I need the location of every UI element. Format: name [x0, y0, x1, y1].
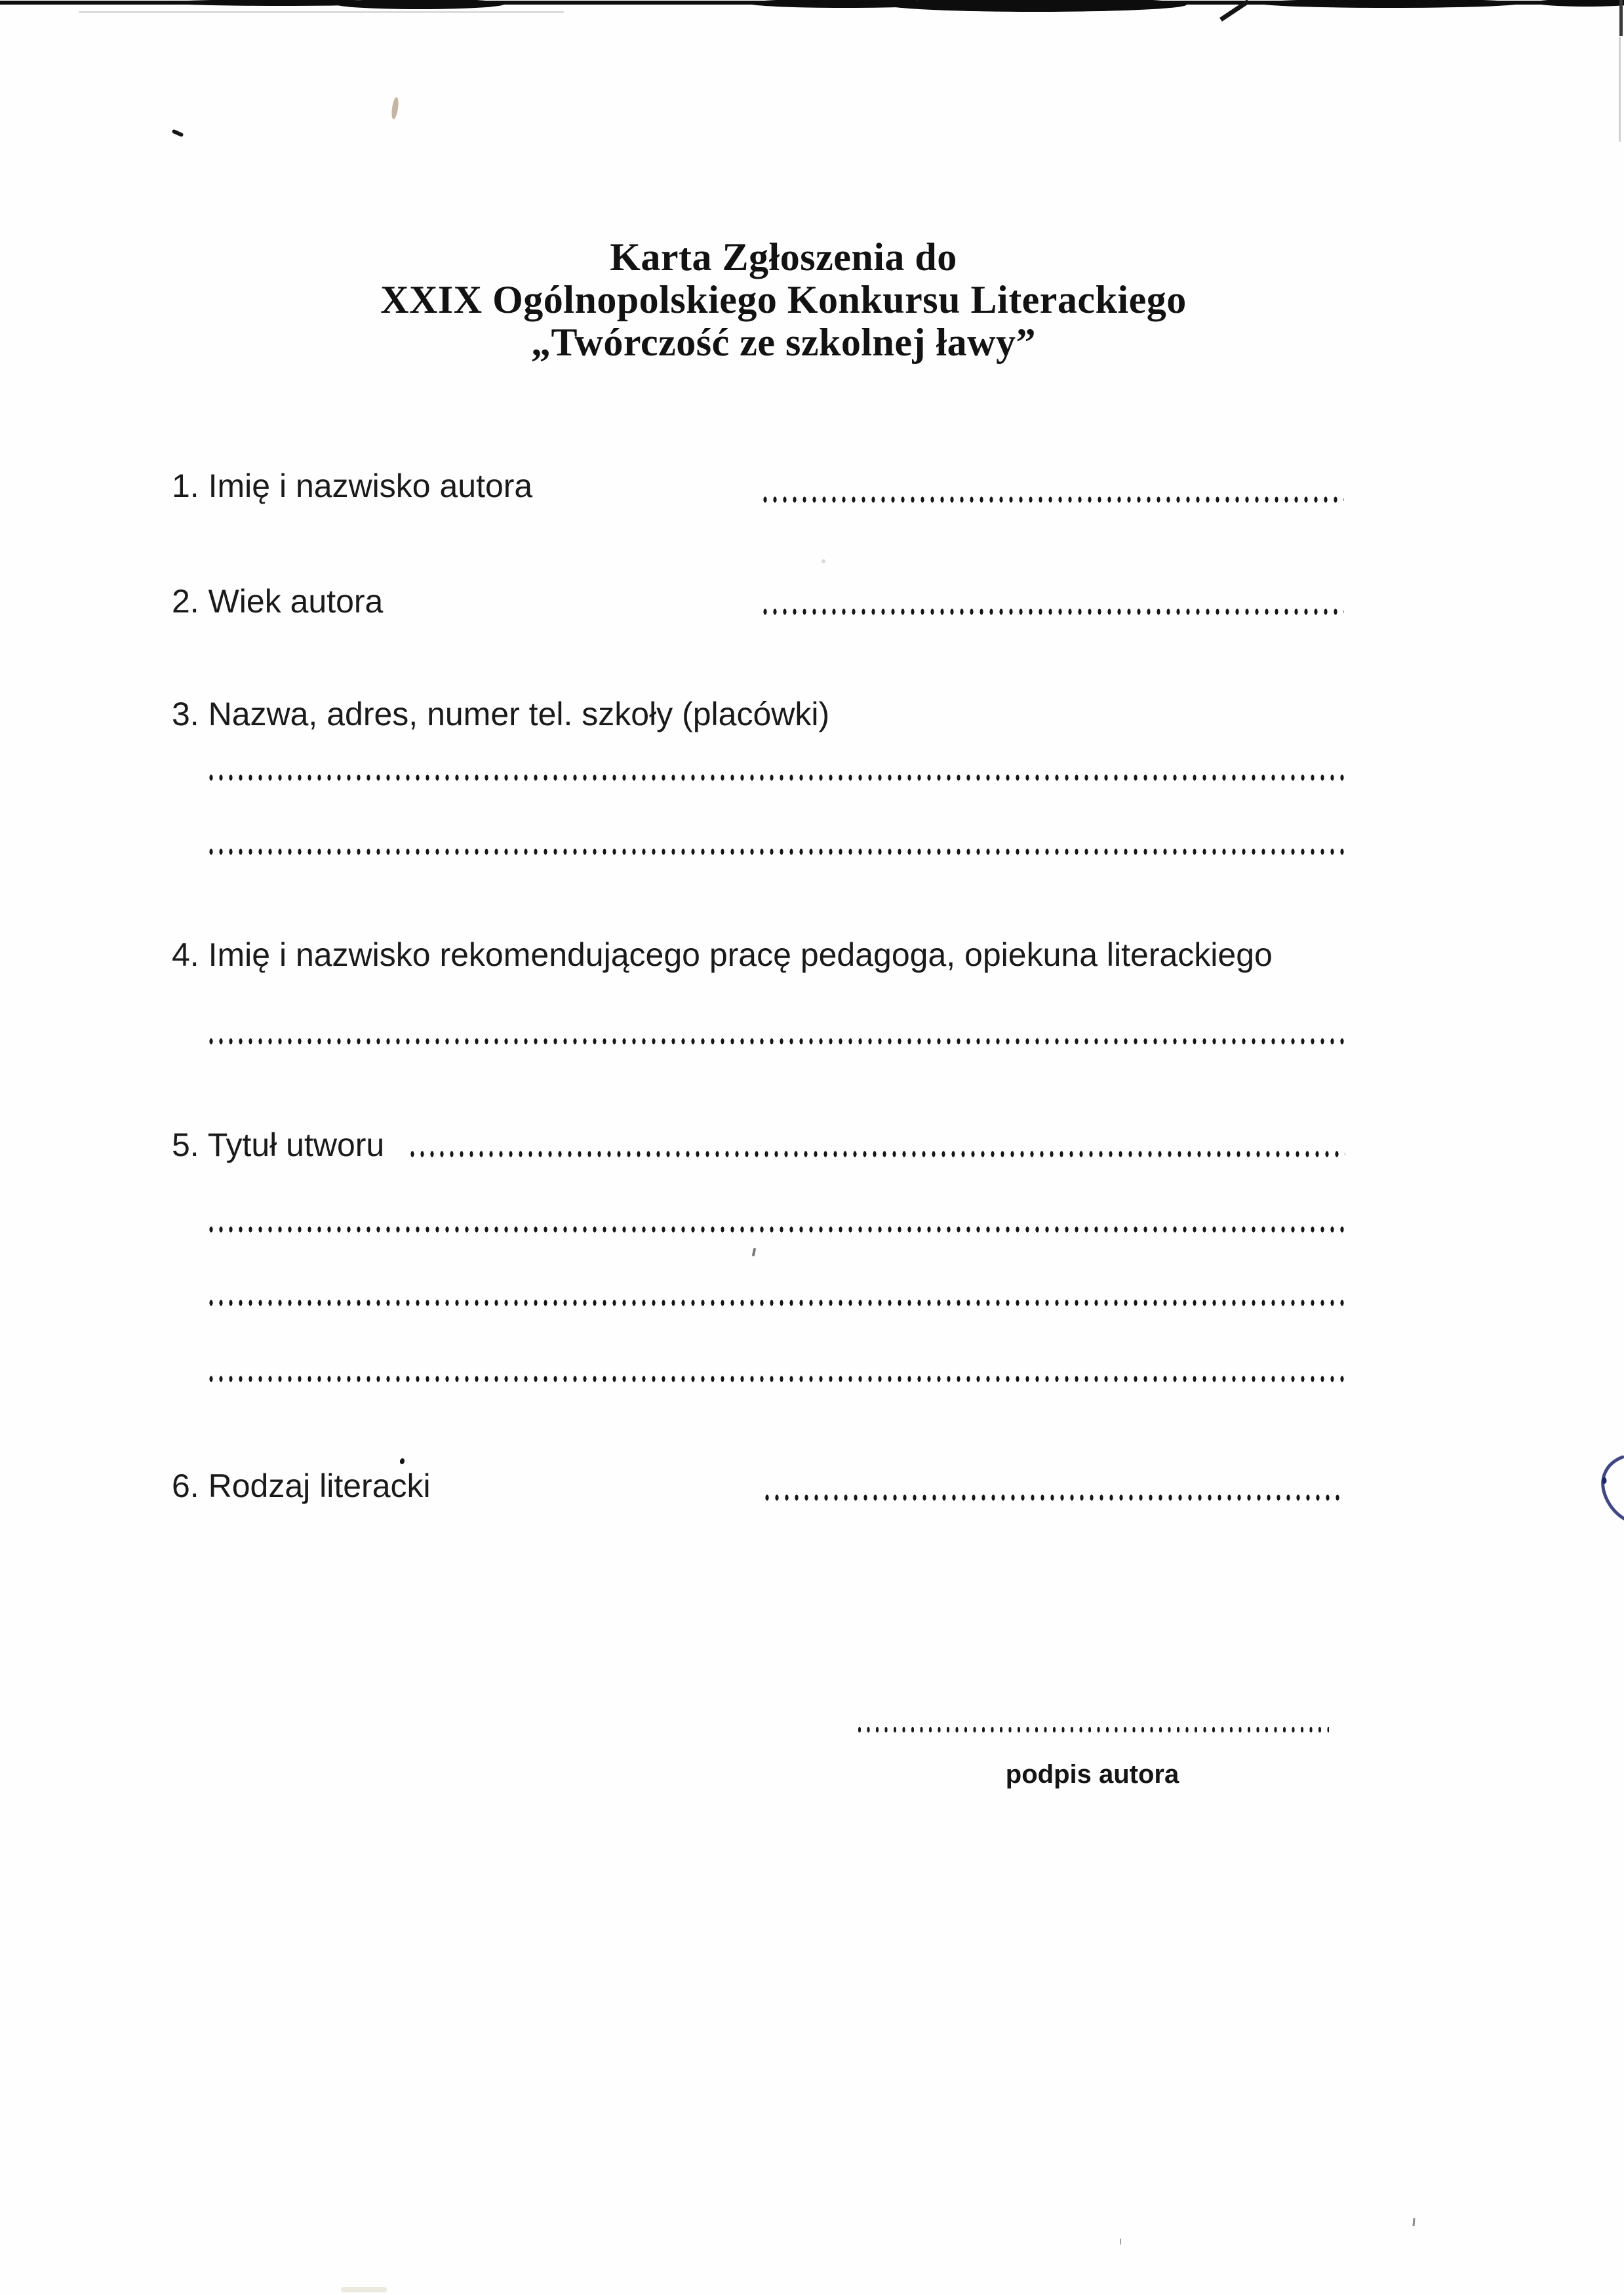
form-title-line-2: XXIX Ogólnopolskiego Konkursu Literackiego: [380, 278, 1187, 321]
scan-artifact-speck: [1412, 2218, 1415, 2226]
scan-artifact-edge-shadow: [1619, 37, 1621, 142]
scan-artifact-smudge: [391, 97, 400, 120]
answer-line-work-title-4: [207, 1375, 1347, 1383]
scan-artifact-speck: [1120, 2239, 1121, 2245]
form-title-line-1: Karta Zgłoszenia do: [610, 235, 957, 279]
field-label-author-name: 1. Imię i nazwisko autora: [172, 468, 533, 504]
answer-line-literary-genre: [762, 1494, 1343, 1502]
answer-line-school-2: [207, 848, 1347, 856]
answer-line-author-name: [761, 496, 1344, 504]
field-label-recommending-teacher: 4. Imię i nazwisko rekomendującego pracę pedagoga, opiekuna literackiego: [172, 936, 1273, 973]
scan-edge-artifact: [0, 0, 1624, 39]
answer-line-work-title-2: [207, 1226, 1347, 1233]
answer-line-school-1: [207, 774, 1347, 782]
scan-artifact-dash: [172, 129, 184, 138]
signature-caption: podpis autora: [1005, 1760, 1179, 1789]
answer-line-work-title-3: [207, 1299, 1347, 1307]
answer-line-teacher: [207, 1037, 1347, 1045]
answer-line-work-title-1: [408, 1150, 1345, 1158]
answer-line-author-age: [761, 608, 1344, 616]
form-title-line-3: „Twórczość ze szkolnej ławy”: [531, 321, 1036, 364]
scan-artifact-smudge: [341, 2287, 387, 2292]
scan-artifact-ink-dot: [399, 1458, 405, 1465]
scan-artifact-apostrophe: [752, 1248, 757, 1257]
blue-ink-mark: [1564, 1443, 1624, 1534]
field-label-work-title: 5. Tytuł utworu: [172, 1127, 385, 1163]
field-label-literary-genre: 6. Rodzaj literacki: [172, 1467, 431, 1504]
signature-line: [856, 1726, 1329, 1734]
field-label-author-age: 2. Wiek autora: [172, 583, 384, 620]
field-label-school: 3. Nazwa, adres, numer tel. szkoły (placówki): [172, 696, 830, 732]
scan-artifact-dot: [822, 559, 825, 563]
form-title: [200, 236, 1367, 364]
